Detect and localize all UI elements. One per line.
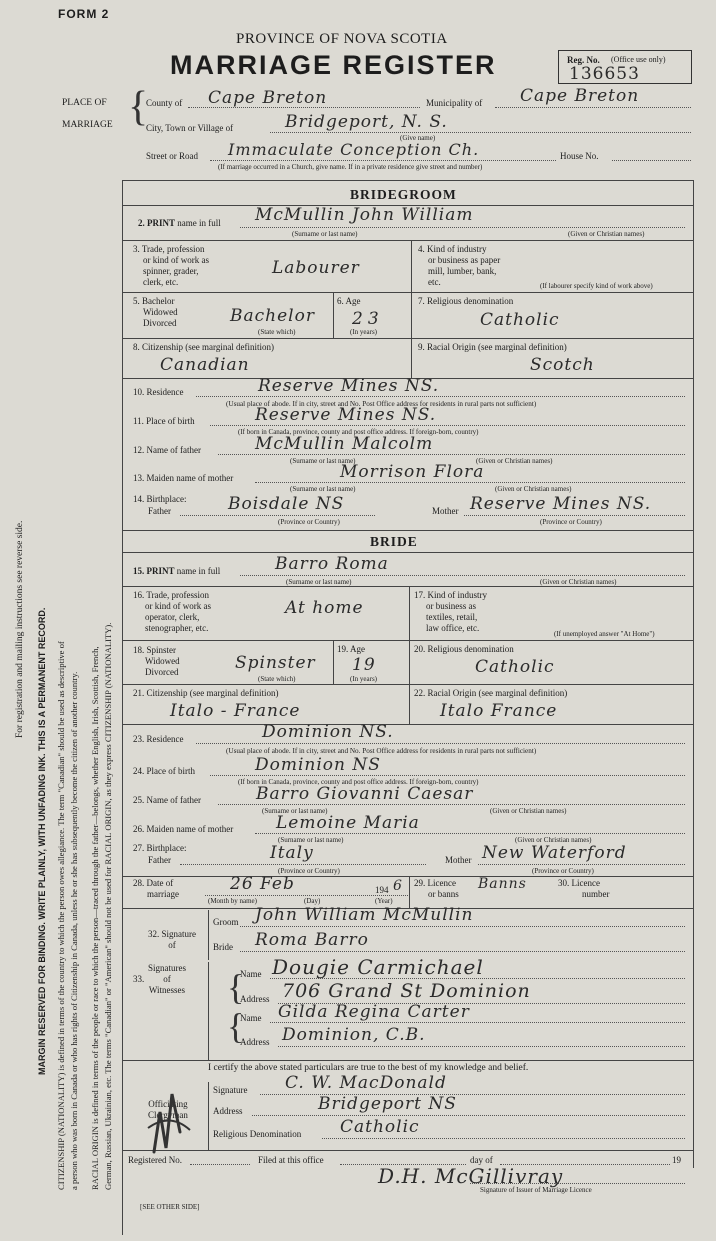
margin-warning: MARGIN RESERVED FOR BINDING. WRITE PLAINLY, WITH UNFADING INK. THIS IS A PERMANENT RECORD.: [37, 607, 47, 1075]
groom-name-value: McMullin John William: [255, 205, 474, 225]
groom-age-value: 23: [352, 309, 384, 329]
groom-residence-note: (Usual place of abode. If in city, street and No. Post Office address for residents in rural parts not sufficient): [226, 400, 537, 408]
groom-father-value: McMullin Malcolm: [255, 434, 434, 454]
give-name-note: (Give name): [400, 134, 436, 142]
groom-father-birth-value: Boisdale NS: [228, 494, 345, 514]
groom-surname-note: (Surname or last name): [292, 230, 358, 238]
street-value: Immaculate Conception Ch.: [228, 140, 480, 159]
county-value: Cape Breton: [208, 88, 328, 108]
groom-trade-value: Labourer: [272, 258, 360, 278]
groom-province-note-2: (Province or Country): [540, 518, 602, 526]
bride-years-note: (In years): [350, 675, 378, 683]
field-11-label: 11. Place of birth: [133, 416, 195, 426]
groom-racial-value: Scotch: [530, 355, 595, 375]
bride-mother-birth-label: Mother: [445, 855, 472, 865]
see-other-side: [SEE OTHER SIDE]: [140, 1203, 200, 1211]
city-value: Bridgeport, N. S.: [285, 112, 448, 132]
year-19-label: 19: [672, 1155, 681, 1165]
groom-state-value: Bachelor: [230, 306, 315, 326]
bride-father-birth-value: Italy: [270, 843, 314, 863]
groom-father-given-note: (Given or Christian names): [476, 457, 553, 465]
field-18-label: 18. Spinster Widowed Divorced: [133, 645, 180, 677]
clergy-religion: Catholic: [340, 1117, 420, 1137]
bride-signature: Roma Barro: [255, 930, 369, 950]
bride-father-given-note: (Given or Christian names): [490, 807, 567, 815]
house-label: House No.: [560, 151, 599, 161]
field-5-label: 5. Bachelor Widowed Divorced: [133, 296, 178, 328]
registered-label: Registered No.: [128, 1155, 182, 1165]
bride-state-value: Spinster: [235, 653, 316, 673]
city-label: City, Town or Village of: [146, 123, 234, 133]
clergy-signature: C. W. MacDonald: [285, 1073, 447, 1093]
margin-racial-1: RACIAL ORIGIN is defined in terms of the people or race to which the person—traced through the father—belongs, whether English, Irish, Scottish, French,: [90, 646, 100, 1190]
witness1-name-label: Name: [240, 969, 262, 979]
place-label-2: MARRIAGE: [62, 120, 113, 130]
year-note: (Year): [375, 897, 393, 905]
field-8-label: 8. Citizenship (see marginal definition): [133, 342, 275, 352]
reg-note: (Office use only): [611, 55, 666, 64]
clergy-religion-label: Religious Denomination: [213, 1129, 302, 1139]
field-26-label: 26. Maiden name of mother: [133, 824, 234, 834]
margin-instructions: For registration and mailing instructions see reverse side.: [15, 520, 25, 738]
province-heading: PROVINCE OF NOVA SCOTIA: [236, 31, 448, 47]
street-label: Street or Road: [146, 151, 198, 161]
bride-mother-birth-value: New Waterford: [482, 843, 627, 863]
bride-name-value: Barro Roma: [275, 554, 389, 574]
marriage-date-value: 26 Feb: [230, 874, 295, 894]
bride-mother-given-note: (Given or Christian names): [515, 836, 592, 844]
field-3-label: 3. Trade, profession or kind of work as spinner, grader, clerk, etc.: [133, 244, 209, 287]
place-label-1: PLACE OF: [62, 98, 107, 108]
field-19-label: 19. Age: [337, 644, 365, 654]
witness1-address: 706 Grand St Dominion: [282, 980, 531, 1002]
groom-birth-note: (If born in Canada, province, county and post office address. If foreign-born, country): [238, 428, 479, 436]
field-16-label: 16. Trade, profession or kind of work as operator, clerk, stenographer, etc.: [133, 590, 211, 633]
witness-brace-2: {: [227, 1006, 245, 1046]
field-12-label: 12. Name of father: [133, 445, 201, 455]
brace: {: [128, 84, 149, 130]
margin-citizenship-2: a person who was born in Canada or who has rights of Citizenship in Canada, unless he or she has subsequently become the citizen of another country.: [69, 671, 79, 1190]
issuer-signature: D.H. McGillivray: [378, 1164, 564, 1188]
groom-signature: John William McMullin: [255, 905, 474, 925]
bride-province-note-1: (Province or Country): [278, 867, 340, 875]
labourer-note: (If labourer specify kind of work above): [540, 282, 653, 290]
bride-birthplace-value: Dominion NS: [255, 755, 381, 775]
groom-province-note-1: (Province or Country): [278, 518, 340, 526]
groom-birthplace-value: Reserve Mines NS.: [255, 405, 437, 425]
municipality-label: Municipality of: [426, 98, 483, 108]
bride-citizenship-value: Italo - France: [170, 701, 301, 721]
unemployed-note: (If unemployed answer "At Home"): [554, 630, 655, 638]
county-label: County of: [146, 98, 183, 108]
bride-sig-label: Bride: [213, 942, 233, 952]
field-14-label: 14. Birthplace:: [133, 494, 187, 504]
groom-mother-birth-value: Reserve Mines NS.: [470, 494, 652, 514]
reg-label: Reg. No.: [567, 55, 600, 65]
groom-mother-given-note: (Given or Christian names): [495, 485, 572, 493]
field-20-label: 20. Religious denomination: [414, 644, 514, 654]
witness2-address: Dominion, C.B.: [282, 1025, 426, 1045]
clergy-address-label: Address: [213, 1106, 243, 1116]
groom-mother-surname-note: (Surname or last name): [290, 485, 356, 493]
field-4-label: 4. Kind of industry or business as paper mill, lumber, bank, etc.: [418, 244, 501, 287]
municipality-value: Cape Breton: [520, 86, 640, 106]
field-33-label: Signatures of Witnesses: [148, 963, 186, 995]
field-10-label: 10. Residence: [133, 387, 184, 397]
bride-birth-note: (If born in Canada, province, county and post office address. If foreign-born, country): [238, 778, 479, 786]
form-number: FORM 2: [58, 7, 110, 21]
field-24-label: 24. Place of birth: [133, 766, 195, 776]
bride-mother-value: Lemoine Maria: [276, 813, 420, 833]
reg-number-box: [558, 50, 692, 84]
groom-mother-birth-label: Mother: [432, 506, 459, 516]
field-17-label: 17. Kind of industry or business as textiles, retail, law office, etc.: [414, 590, 487, 633]
street-note: (If marriage occurred in a Church, give name. If in a private residence give street and number): [218, 163, 483, 171]
day-note: (Day): [304, 897, 321, 905]
bridegroom-heading: BRIDEGROOM: [350, 187, 457, 202]
field-6-label: 6. Age: [337, 296, 361, 306]
groom-years-note: (In years): [350, 328, 378, 336]
groom-father-surname-note: (Surname or last name): [290, 457, 356, 465]
bride-age-value: 19: [352, 655, 376, 675]
field-15-label: 15. PRINT name in full: [133, 566, 221, 576]
reg-number-value: 136653: [569, 64, 640, 84]
field-23-label: 23. Residence: [133, 734, 184, 744]
witness2-name: Gilda Regina Carter: [278, 1002, 470, 1022]
field-29-label: 29. Licence or banns: [414, 878, 459, 899]
clergy-signature-label: Signature: [213, 1085, 248, 1095]
field-9-label: 9. Racial Origin (see marginal definition): [418, 342, 567, 352]
field-22-label: 22. Racial Origin (see marginal definition): [414, 688, 568, 698]
groom-citizenship-value: Canadian: [160, 355, 250, 375]
field-30-label: 30. Licence number: [558, 878, 610, 899]
certify-text: I certify the above stated particulars are true to the best of my knowledge and belief.: [208, 1063, 529, 1073]
groom-religion-value: Catholic: [480, 310, 560, 330]
bride-heading: BRIDE: [370, 534, 418, 549]
witness1-name: Dougie Carmichael: [272, 955, 484, 979]
year-value: 6: [393, 878, 403, 894]
filed-label: Filed at this office: [258, 1155, 324, 1165]
bride-residence-value: Dominion NS.: [262, 722, 394, 742]
field-7-label: 7. Religious denomination: [418, 296, 514, 306]
margin-racial-2: German, Russian, Ukrainian, etc. The terms "Canadian" or "American" should not be used for RACIAL ORIGIN, as they express CITIZENSHIP (NATIONALITY).: [103, 622, 113, 1190]
banns-value: Banns: [478, 876, 527, 892]
issuer-note: Signature of Issuer of Marriage Licence: [480, 1186, 592, 1194]
field-25-label: 25. Name of father: [133, 795, 201, 805]
clergy-address: Bridgeport NS: [318, 1094, 457, 1114]
bride-racial-value: Italo France: [440, 701, 558, 721]
field-27-father-label: Father: [148, 855, 171, 865]
bride-trade-value: At home: [285, 598, 364, 618]
month-note: (Month by name): [208, 897, 257, 905]
groom-residence-value: Reserve Mines NS.: [258, 376, 440, 396]
witness1-address-label: Address: [240, 994, 270, 1004]
witness2-name-label: Name: [240, 1013, 262, 1023]
bride-father-value: Barro Giovanni Caesar: [256, 784, 474, 804]
witness2-address-label: Address: [240, 1037, 270, 1047]
bride-religion-value: Catholic: [475, 657, 555, 677]
margin-citizenship-1: CITIZENSHIP (NATIONALITY) is defined in terms of the country to which the person owes allegiance. The term "Canadian" should be used as descriptive of: [56, 641, 66, 1190]
bride-state-note: (State which): [258, 675, 296, 683]
margin-scribble: [140, 1072, 200, 1162]
field-33-number: 33.: [133, 974, 145, 984]
bride-residence-note: (Usual place of abode. If in city, street and No. Post Office address for residents in rural parts not sufficient): [226, 747, 537, 755]
officiating-label: Officiating Clergyman: [148, 1099, 188, 1120]
groom-sig-label: Groom: [213, 917, 239, 927]
groom-mother-value: Morrison Flora: [340, 462, 485, 482]
field-21-label: 21. Citizenship (see marginal definition): [133, 688, 279, 698]
bride-father-surname-note: (Surname or last name): [262, 807, 328, 815]
page-title: MARRIAGE REGISTER: [170, 50, 497, 80]
field-27-label: 27. Birthplace:: [133, 843, 187, 853]
bride-surname-note: (Surname or last name): [286, 578, 352, 586]
witness-brace-1: {: [227, 967, 245, 1007]
bride-given-note: (Given or Christian names): [540, 578, 617, 586]
groom-given-note: (Given or Christian names): [568, 230, 645, 238]
bride-province-note-2: (Province or Country): [532, 867, 594, 875]
groom-state-note: (State which): [258, 328, 296, 336]
field-14-father-label: Father: [148, 506, 171, 516]
year-prefix: 194: [375, 885, 389, 895]
field-13-label: 13. Maiden name of mother: [133, 473, 234, 483]
bride-mother-surname-note: (Surname or last name): [278, 836, 344, 844]
field-32-label: 32. Signature of: [148, 929, 196, 950]
field-28-label: 28. Date of marriage: [133, 878, 179, 899]
field-2-label: 2. PRINT name in full: [138, 218, 221, 228]
day-of-label: day of: [470, 1155, 493, 1165]
